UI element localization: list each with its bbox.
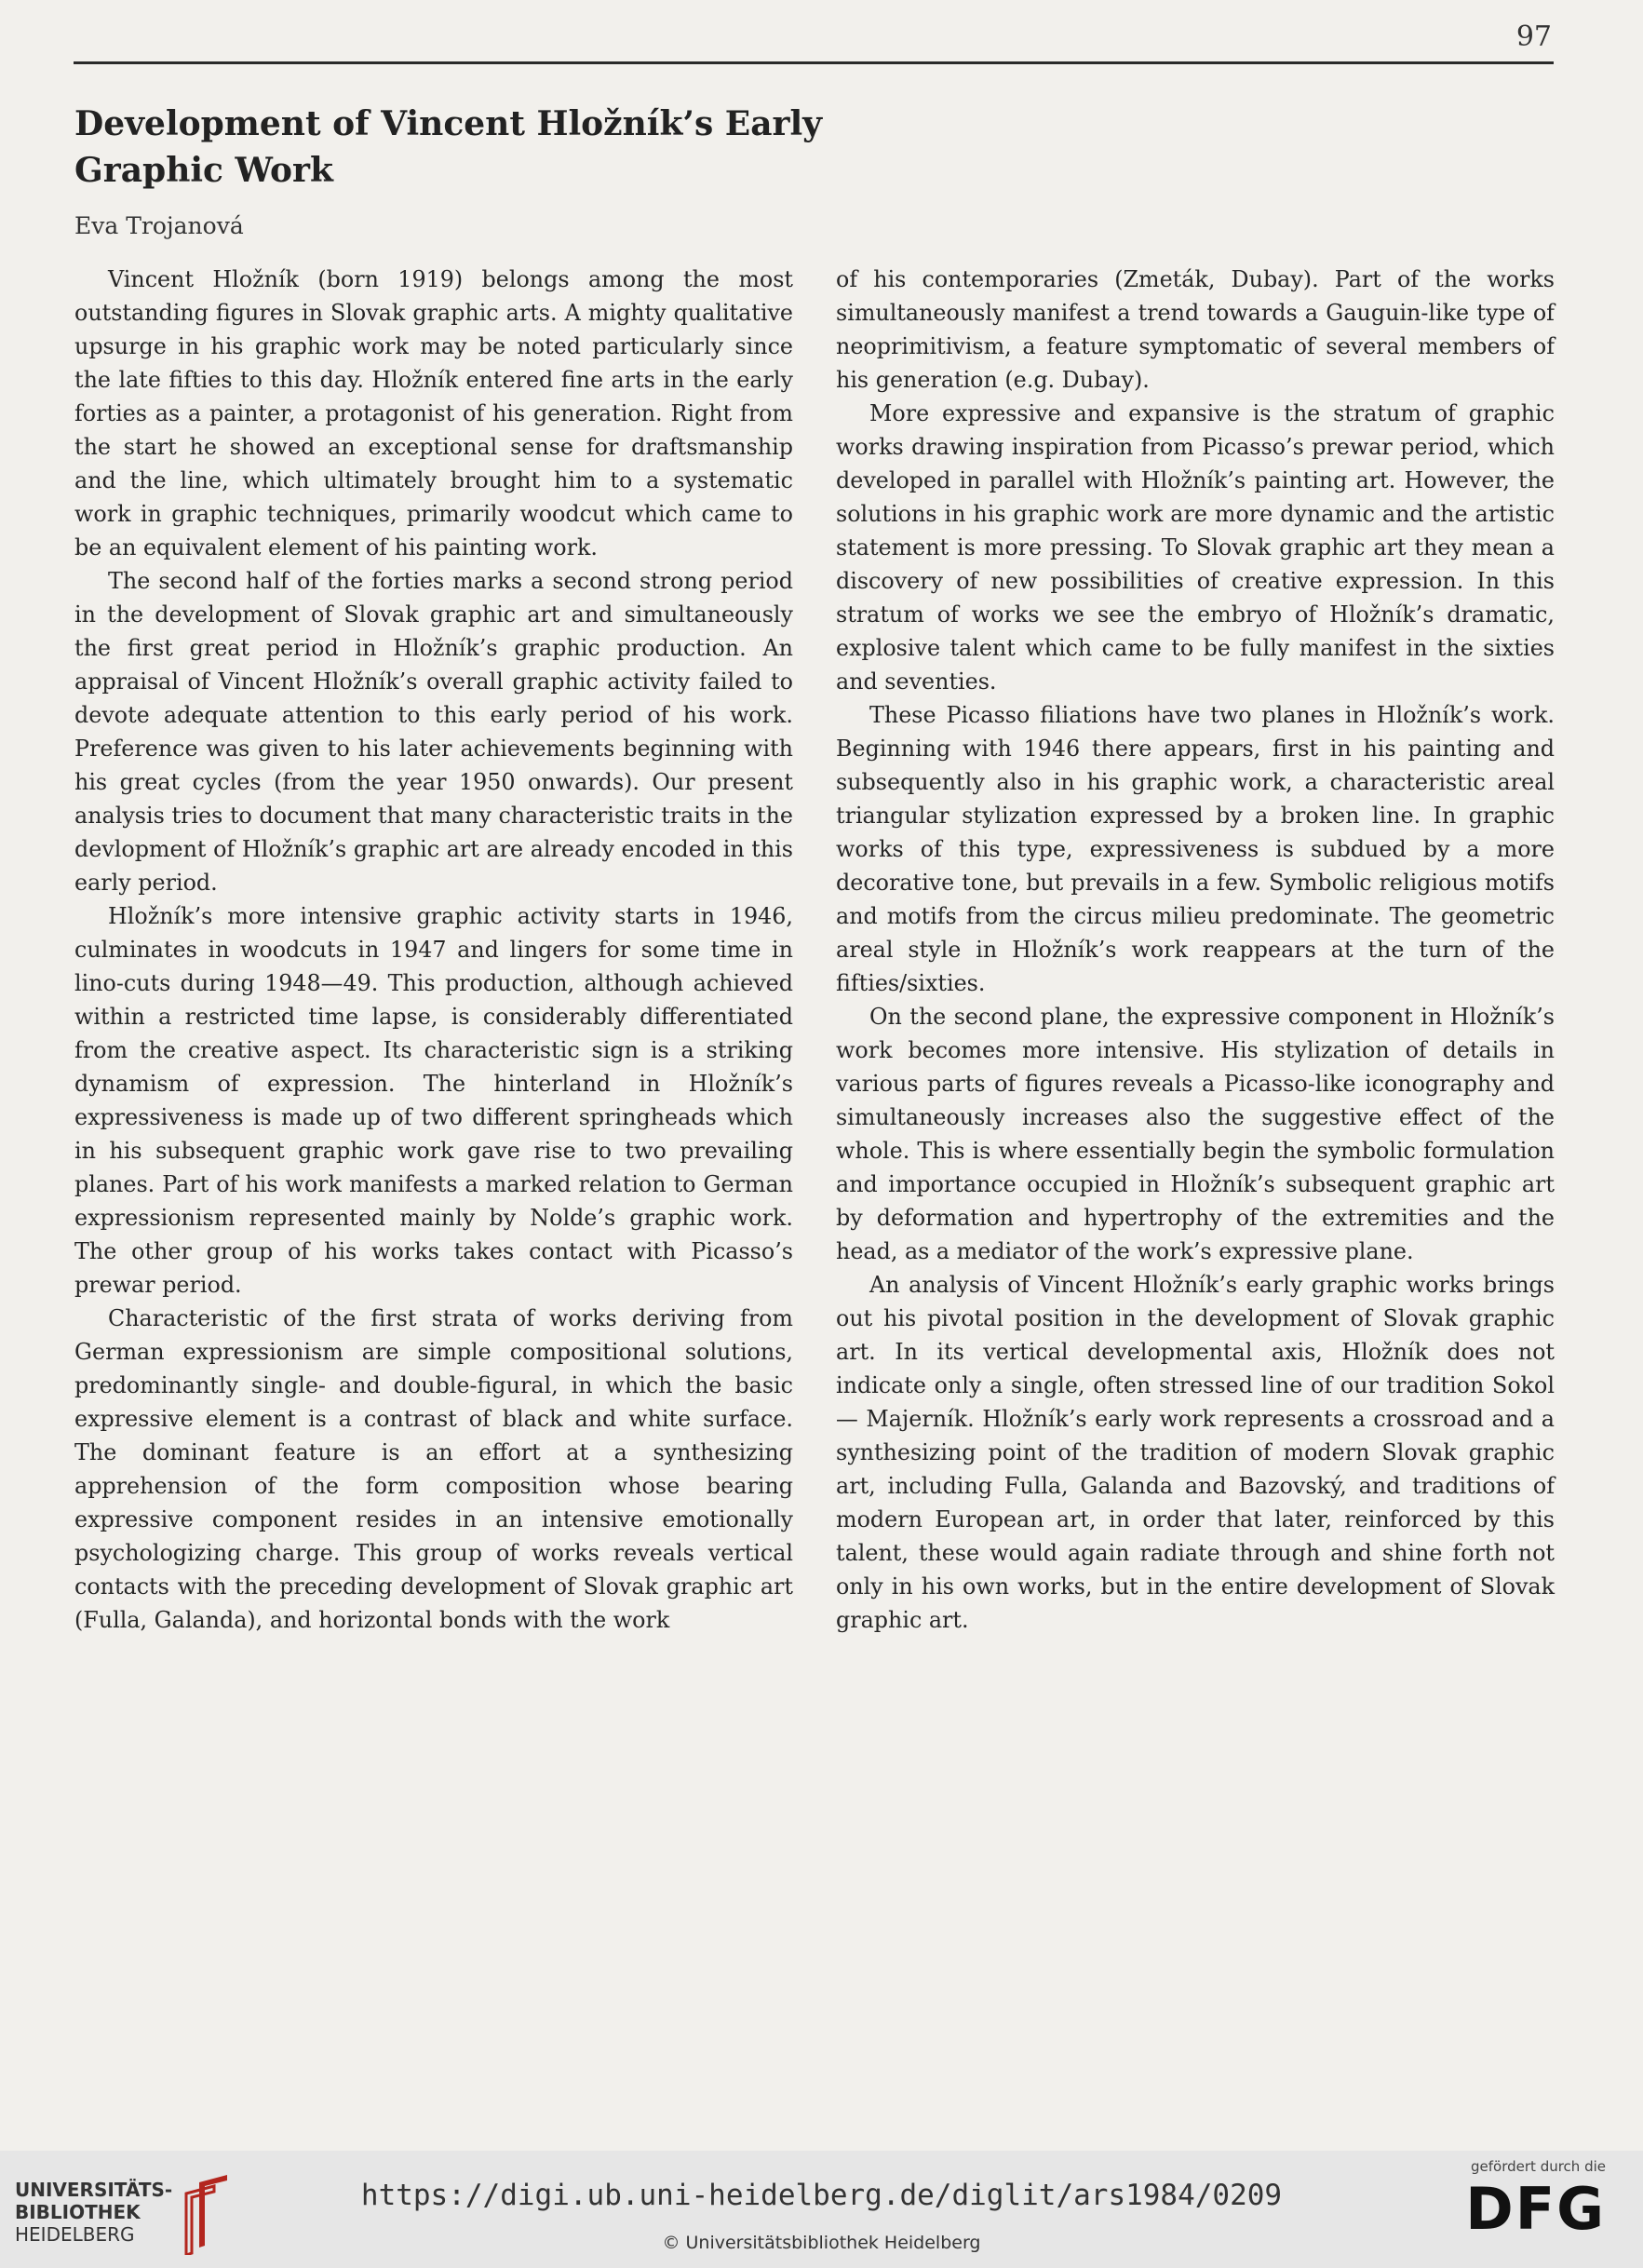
- dfg-funding[interactable]: [1448, 2158, 1606, 2242]
- paragraph: Vincent Hložník (born 1919) belongs among the most outstanding figures in Slovak graphic arts. A mighty qualitative upsurge in his graphic work may be noted particularly since the late fifties to this day. Hložník entered fine arts in the early forties as a painter, a protagonist of his generation. Right from the start he showed an exceptional sense for draftsmanship and the line, which ultimately brought him to a systematic work in graphic techniques, primarily woodcut which came to be an equivalent element of his painting work.: [74, 266, 793, 560]
- footer-bar: [0, 2151, 1643, 2268]
- right-column: [836, 263, 1555, 1637]
- article-title-line-2: Graphic Work: [74, 151, 333, 190]
- paragraph: More expressive and expansive is the stratum of graphic works drawing inspiration from Picasso’s prewar period, which developed in parallel with Hložník’s painting art. However, the solutions in his graphic work are more dynamic and the artistic statement is more pressing. To Slovak graphic art they mean a discovery of new possibilities of creative expression. In this stratum of works we see the embryo of Hložník’s dramatic, explosive talent which came to be fully manifest in the sixties and seventies.: [836, 400, 1555, 695]
- article-title-line-1: Development of Vincent Hložník’s Early: [74, 104, 823, 143]
- paragraph: Characteristic of the first strata of works deriving from German expressionism are simple compositional solutions, predominantly single- and double-figural, in which the basic expressive element is a contrast of black and white surface. The dominant feature is an effort at a synthesizing apprehension of the form composition whose bearing expressive component resides in an intensive emotionally psychologizing charge. This group of works reveals vertical contacts with the preceding development of Slovak graphic art (Fulla, Galanda), and horizontal bonds with the work: [74, 1305, 793, 1633]
- article-author: Eva Trojanová: [74, 212, 244, 239]
- paragraph: of his contemporaries (Zmeták, Dubay). Part of the works simultaneously manifest a trend towards a Gauguin-like type of neoprimitivism, a feature symptomatic of several members of his generation (e.g. Dubay).: [836, 266, 1555, 393]
- funding-caption: gefördert durch die: [1471, 2158, 1606, 2175]
- page-number: 97: [1515, 20, 1552, 53]
- paragraph: An analysis of Vincent Hložník’s early graphic works brings out his pivotal position in the development of Slovak graphic art. In its vertical developmental axis, Hložník does not indicate only a single, often stressed line of our tradition Sokol — Majerník. Hložník’s early work represents a crossroad and a synthesizing point of the tradition of modern Slovak graphic art, including Fulla, Galanda and Bazovský, and traditions of modern European art, in order that later, reinforced by this talent, these would again radiate through and shine forth not only in his own works, but in the entire development of Slovak graphic art.: [836, 1272, 1555, 1633]
- permalink-url[interactable]: https://digi.ub.uni-heidelberg.de/diglit/ars1984/0209: [360, 2179, 1283, 2212]
- header-rule: [74, 61, 1554, 64]
- paragraph: These Picasso filiations have two planes in Hložník’s work. Beginning with 1946 there appears, first in his painting and subsequently also in his graphic work, a characteristic areal triangular stylization expressed by a broken line. In graphic works of this type, expressiveness is subdued by a more decorative tone, but prevails in a few. Symbolic religious motifs and motifs from the circus milieu predominate. The geometric areal style in Hložník’s work reappears at the turn of the fifties/sixties.: [836, 702, 1555, 996]
- article-title: [74, 101, 912, 194]
- library-name-line-2: BIBLIOTHEK: [15, 2201, 141, 2223]
- left-column: [74, 263, 793, 1637]
- paragraph: Hložník’s more intensive graphic activity starts in 1946, culminates in woodcuts in 1947 and lingers for some time in lino-cuts during 1948—49. This production, although achieved within a restricted time lapse, is considerably differentiated from the creative aspect. Its characteristic sign is a striking dynamism of expression. The hinterland in Hložník’s expressiveness is made up of two different springheads which in his subsequent graphic work gave rise to two prevailing planes. Part of his work manifests a marked relation to German expressionism represented mainly by Nolde’s graphic work. The other group of his works takes contact with Picasso’s prewar period.: [74, 903, 793, 1298]
- library-name-line-1: UNIVERSITÄTS-: [15, 2179, 173, 2201]
- dfg-logo: DFG: [1465, 2175, 1606, 2243]
- copyright-notice: © Universitätsbibliothek Heidelberg: [662, 2233, 981, 2253]
- paragraph: The second half of the forties marks a second strong period in the development of Slovak graphic art and simultaneously the first great period in Hložník’s graphic production. An appraisal of Vincent Hložník’s overall graphic activity failed to devote adequate attention to this early period of his work. Preference was given to his later achievements beginning with his great cycles (from the year 1950 onwards). Our present analysis tries to document that many characteristic traits in the devlopment of Hložník’s graphic art are already encoded in this early period.: [74, 568, 793, 896]
- library-name-line-3: HEIDELBERG: [15, 2223, 135, 2246]
- paragraph: On the second plane, the expressive component in Hložník’s work becomes more intensive. His stylization of details in various parts of figures reveals a Picasso-like iconography and simultaneously increases also the suggestive effect of the whole. This is where essentially begin the symbolic formulation and importance occupied in Hložník’s subsequent graphic art by deformation and hypertrophy of the extremities and the head, as a mediator of the work’s expressive plane.: [836, 1004, 1555, 1264]
